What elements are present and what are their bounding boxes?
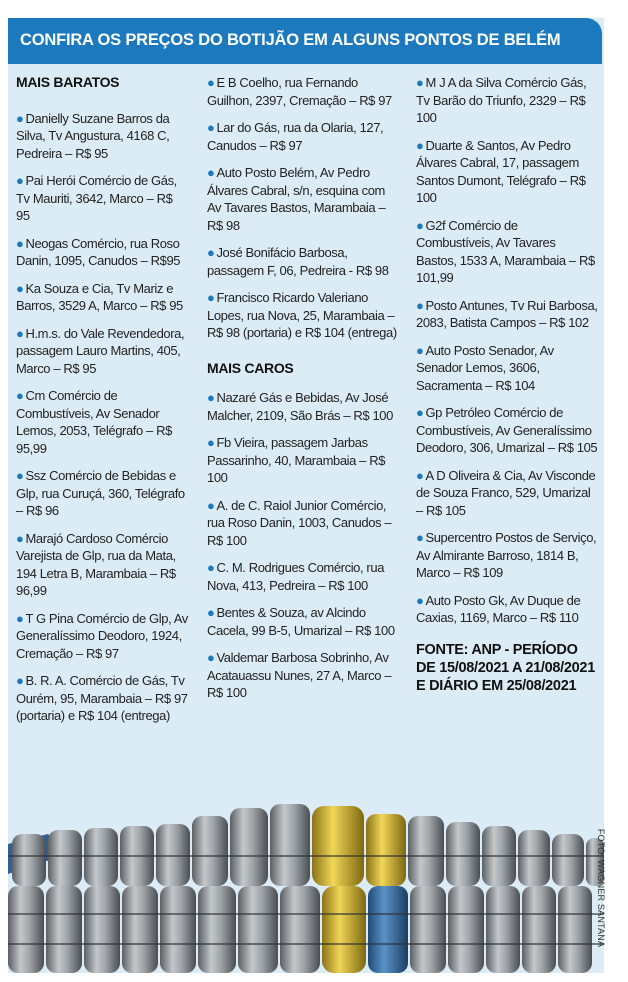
list-item: ● Ssz Comércio de Bebidas e Glp, rua Curuçá, 360, Telégrafo – R$ 96 (16, 468, 185, 518)
bullet-icon: ● (16, 235, 24, 251)
list-item: ● Nazaré Gás e Bebidas, Av José Malcher, 2109, São Brás – R$ 100 (207, 390, 393, 423)
section-title-expensive: MAIS CAROS (207, 359, 294, 376)
bullet-icon: ● (207, 75, 215, 90)
bullet-icon: ● (416, 592, 424, 608)
bullet-icon: ● (16, 468, 24, 483)
list-item: ● Pai Herói Comércio de Gás, Tv Mauriti, 3642, Marco – R$ 95 (16, 173, 177, 223)
header-bar (8, 18, 602, 64)
list-item: ● Supercentro Postos de Serviço, Av Almirante Barroso, 1814 B, Marco – R$ 109 (416, 530, 597, 580)
list-item: ● B. R. A. Comércio de Gás, Tv Ourém, 95, Marambaia – R$ 97 (portaria) e R$ 104 (entrega) (16, 673, 188, 723)
list-item: ● T G Pina Comércio de Glp, Av Generalíssimo Deodoro, 1924, Cremação – R$ 97 (16, 610, 188, 661)
bullet-icon: ● (207, 245, 215, 260)
column-1 (16, 74, 188, 735)
bullet-icon: ● (416, 137, 424, 153)
list-item: ● Danielly Suzane Barros da Silva, Tv Angustura, 4168 C, Pedreira – R$ 95 (16, 110, 170, 161)
bullet-icon: ● (16, 280, 24, 296)
bullet-icon: ● (16, 530, 24, 546)
bullet-icon: ● (207, 435, 215, 450)
gas-cylinders-photo (8, 794, 604, 973)
list-item: ● A. de C. Raiol Junior Comércio, rua Roso Danin, 1003, Canudos – R$ 100 (207, 497, 392, 548)
column-2 (207, 74, 397, 712)
bullet-icon: ● (207, 165, 215, 180)
bullet-icon: ● (16, 173, 24, 188)
list-item: ● Fb Vieira, passagem Jarbas Passarinho, 40, Marambaia – R$ 100 (207, 435, 386, 485)
list-item: ● Gp Petróleo Comércio de Combustíveis, Av Generalíssimo Deodoro, 306, Umarizal – R$ 105 (416, 405, 598, 455)
bullet-icon: ● (416, 342, 424, 358)
list-item: ● Lar do Gás, rua da Olaria, 127, Canudos – R$ 97 (207, 120, 384, 153)
section-title-cheapest: MAIS BARATOS (16, 74, 120, 90)
list-item: ● Auto Posto Senador, Av Senador Lemos, 3606, Sacramenta – R$ 104 (416, 342, 554, 393)
bullet-icon: ● (416, 75, 424, 90)
list-item: ● Cm Comércio de Combustíveis, Av Senador Lemos, 2053, Telégrafo – R$ 95,99 (16, 388, 172, 456)
list-item: ● Ka Souza e Cia, Tv Mariz e Barros, 3529 A, Marco – R$ 95 (16, 280, 183, 313)
bullet-icon: ● (207, 290, 215, 305)
infographic-panel (8, 18, 604, 973)
column-3 (416, 74, 598, 695)
bullet-icon: ● (16, 325, 24, 341)
list-item: ● Valdemar Barbosa Sobrinho, Av Acatauassu Nunes, 27 A, Marco – R$ 100 (207, 650, 392, 700)
bullet-icon: ● (416, 297, 424, 313)
list-item: ● Neogas Comércio, rua Roso Danin, 1095, Canudos – R$95 (16, 235, 181, 268)
list-item: ● E B Coelho, rua Fernando Guilhon, 2397, Cremação – R$ 97 (207, 75, 392, 108)
bullet-icon: ● (207, 560, 215, 575)
list-item: ● C. M. Rodrigues Comércio, rua Nova, 413, Pedreira – R$ 100 (207, 560, 385, 593)
list-item: ● Auto Posto Belém, Av Pedro Álvares Cabral, s/n, esquina com Av Tavares Bastos, Marambaia – R$ 98 (207, 165, 386, 233)
bullet-icon: ● (16, 388, 24, 403)
list-item: ● Duarte & Santos, Av Pedro Álvares Cabral, 17, passagem Santos Dumont, Telégrafo – R$ 100 (416, 137, 586, 205)
list-item: ● Marajó Cardoso Comércio Varejista de Glp, rua da Mata, 194 Letra B, Marambaia – R$ 96,99 (16, 530, 176, 598)
bullet-icon: ● (416, 530, 424, 545)
bullet-icon: ● (207, 605, 215, 620)
list-item: ● José Bonifácio Barbosa, passagem F, 06, Pedreira - R$ 98 (207, 245, 389, 278)
list-item: ● G2f Comércio de Combustíveis, Av Tavares Bastos, 1533 A, Marambaia – R$ 101,99 (416, 217, 595, 285)
bullet-icon: ● (207, 497, 215, 513)
bullet-icon: ● (416, 217, 424, 233)
bullet-icon: ● (16, 673, 24, 688)
list-item: ● H.m.s. do Vale Revendedora, passagem Lauro Martins, 405, Marco – R$ 95 (16, 325, 185, 376)
bullet-icon: ● (416, 467, 424, 483)
photo-credit: FOTO: WAGNER SANTANA (596, 828, 606, 948)
list-item: ● Auto Posto Gk, Av Duque de Caxias, 1169, Marco – R$ 110 (416, 592, 581, 625)
list-item: ● Posto Antunes, Tv Rui Barbosa, 2083, Batista Campos – R$ 102 (416, 297, 598, 330)
bullet-icon: ● (416, 405, 424, 420)
list-item: ● Bentes & Souza, av Alcindo Cacela, 99 B-5, Umarizal – R$ 100 (207, 605, 395, 638)
bullet-icon: ● (16, 610, 24, 626)
bullet-icon: ● (207, 650, 215, 665)
bullet-icon: ● (16, 110, 24, 126)
source-note: FONTE: ANP - PERÍODO DE 15/08/2021 A 21/08/2021 E DIÁRIO EM 25/08/2021 (416, 641, 595, 694)
page-title: CONFIRA OS PREÇOS DO BOTIJÃO EM ALGUNS PONTOS DE BELÉM (20, 31, 561, 49)
bullet-icon: ● (207, 120, 215, 135)
list-item: ● M J A da Silva Comércio Gás, Tv Barão do Triunfo, 2329 – R$ 100 (416, 75, 587, 125)
bullet-icon: ● (207, 390, 215, 405)
list-item: ● A D Oliveira & Cia, Av Visconde de Souza Franco, 529, Umarizal – R$ 105 (416, 467, 596, 518)
list-item: ● Francisco Ricardo Valeriano Lopes, rua Nova, 25, Marambaia – R$ 98 (portaria) e R$ 104 (entrega) (207, 290, 397, 340)
